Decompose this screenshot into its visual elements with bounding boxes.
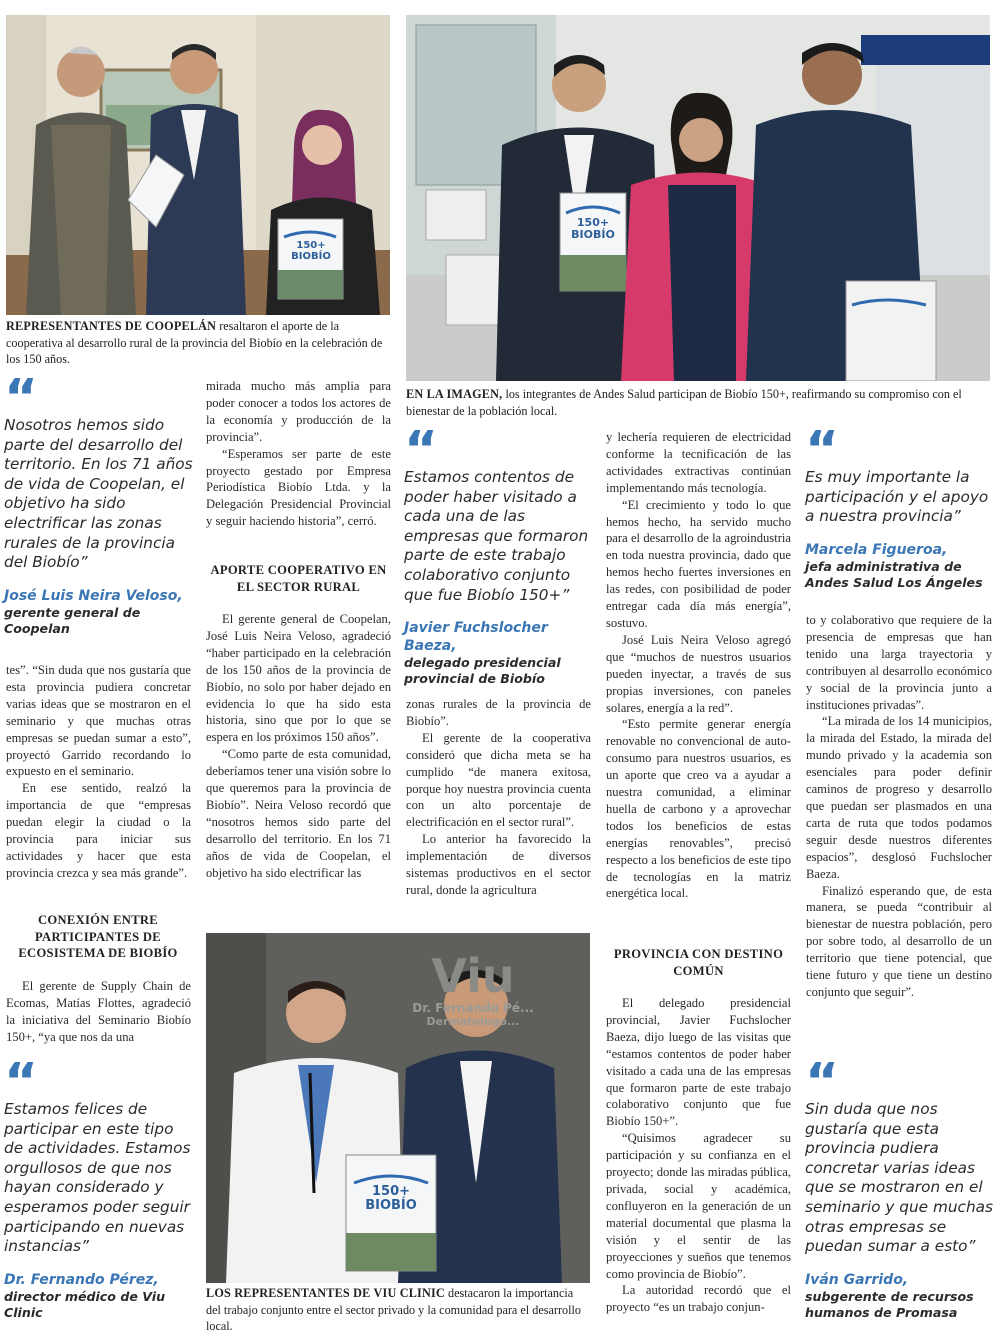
quote-author-role: jefa administrativa de Andes Salud Los Ángeles [805,558,983,590]
book-top-label: 150+ [296,240,326,251]
quote-mark-icon: “ [805,430,840,468]
article-column-1b [6,978,191,1048]
quote-author-role: gerente general de Coopelan [4,604,141,636]
pull-quote-perez [4,1062,194,1321]
book-title-label: BIOBÍO [365,1198,417,1213]
pull-quote-fuchslocher [404,430,594,687]
paragraph: El gerente de la cooperativa consideró que dicha meta se ha cumplido “de manera exitosa, porque hoy nuestra provincia cuenta con un alto porcentaje de electrificación en el sector rural”. [406,730,591,830]
quote-mark-icon: “ [805,1062,840,1100]
paragraph: El gerente de Supply Chain de Ecomas, Matías Flottes, agradeció la iniciativa del Seminario Biobío 150+, “ya que nos da una [6,979,191,1044]
viu-logo: Viu [431,949,515,1003]
quote-author: Dr. Fernando Pérez, [4,1271,159,1288]
article-column-4b [606,995,791,1331]
paragraph: “Como parte de esta comunidad, deberíamos tener una visión sobre lo que queremos para la provincia de Biobío”. Neira Veloso recordó que “nosotros hemos sido parte del desarrollo del territorio. En los 71 años de vida de Coopelan, el objetivo ha sido electrificar las [206,747,391,880]
paragraph: “Esto permite generar energía renovable no convencional de auto-consumo para nuestros usuarios, es un aporte que creo va a ayudar a nuestra comunidad, a eliminar huella de carbono y a aprovechar todos los beneficios de estas energías renovables”, precisó respecto a los beneficios de este tipo de tecnologías en la matriz energética local. [606,717,791,901]
paragraph: to y colaborativo que requiere de la presencia de empresas que han tenido una larga trayectoria y contribuyen al desarrollo económico y social de la provincia junto a instituciones privadas”. [806,613,992,712]
paragraph: mirada mucho más amplia para poder conocer a todos los actores de la economía y producción de la provincia”. [206,379,391,444]
paragraph: En ese sentido, realzó la importancia de que “empresas puedan elegir la ciudad o la provincia para iniciar sus actividades y hacer que esta provincia crezca y sea más grande”. [6,781,191,880]
quote-text: Nosotros hemos sido parte del desarrollo del territorio. En los 71 años de vida de Coopelan, el objetivo ha sido electrificar las zonas rurales de la provincia del Biobío” [4,416,193,572]
quote-text: Estamos felices de participar en este tipo de actividades. Estamos orgullosos de que nos hayan considerado y esperamos poder seguir participando en nuevas instancias” [4,1100,191,1256]
paragraph: La autoridad recordó que el proyecto “es un trabajo conjun- [606,1283,791,1315]
paragraph: y lechería requieren de electricidad conforme la tecnificación de las actividades extractivas continúan implementando más tecnología. [606,430,791,495]
pull-quote-figueroa [805,430,995,591]
paragraph: “La mirada de los 14 municipios, la mirada del Estado, la mirada del mundo privado y la academia son esenciales para poder definir caminos de progreso y desarrollo que puedan ser plasmados en una carta de ruta que todos podamos seguir desde nuestros diferentes espacios”, desglosó Fuchslocher Baeza. [806,714,992,881]
article-column-2b [206,611,391,917]
paragraph: “Quisimos agradecer su participación y su confianza en el proyecto; donde las miradas pública, privada, social y académica, confluyeron en la generación de un material documental que plasma la visión y el sentir de las proyecciones y sueños que tenemos como provincia de Biobío”. [606,1131,791,1281]
quote-author-role: delegado presidencial provincial de Biobío [404,655,561,687]
caption-viu-lead: LOS REPRESENTANTES DE VIU CLINIC [206,1286,445,1300]
article-column-4 [606,429,791,931]
caption-andes [406,386,990,419]
book-top-label: 150+ [576,216,610,229]
caption-coopelan-lead: REPRESENTANTES DE COOPELÁN [6,319,217,333]
quote-mark-icon: “ [404,430,439,468]
book-top-label: 150+ [371,1184,411,1199]
paragraph: Lo anterior ha favorecido la implementación de diversos sistemas productivos en el sector rural, donde la agricultura [406,832,591,897]
subhead-aporte: APORTE COOPERATIVO EN EL SECTOR RURAL [210,563,387,594]
photo-andes-image [406,15,990,381]
article-column-2 [206,378,391,546]
quote-author: José Luis Neira Veloso, [4,587,183,604]
book-title-3 [350,1185,432,1213]
quote-author: Javier Fuchslocher Baeza, [404,620,548,655]
quote-author-role: subgerente de recursos humanos de Promasa [805,1288,974,1320]
photo-coopelan [6,15,390,315]
viu-sign [356,951,590,1028]
photo-andes-salud [406,15,990,381]
quote-mark-icon: “ [4,378,39,416]
subhead-provincia: PROVINCIA CON DESTINO COMÚN [613,947,784,978]
caption-coopelan-text: resaltaron el aporte de la cooperativa al desarrollo rural de la provincia del Biobío en la celebración de los 150 años. [6,319,383,366]
caption-viu-text: destacaron la importancia del trabajo conjunto entre el sector privado y la comunidad para el desarrollo local. [206,1286,581,1333]
paragraph: El gerente general de Coopelan, José Luis Neira Veloso, agradeció “haber participado en la celebración de los 150 años de la provincia de Biobío, no solo por haber dejado en evidencia lo que ha sido esta historia, sino que por lo que se espera en los próximos 150 años”. [206,612,391,745]
caption-andes-text: los integrantes de Andes Salud participan de Biobío 150+, reafirmando su compromiso con el bienestar de la población local. [406,387,962,418]
book-title-label: BIOBÍO [571,228,615,241]
pull-quote-garrido [805,1062,995,1321]
quote-author-role: director médico de Viu Clinic [4,1288,166,1320]
quote-author: Marcela Figueroa, [805,541,948,558]
caption-andes-lead: EN LA IMAGEN, [406,387,503,401]
caption-coopelan [6,318,390,368]
caption-viu [206,1285,590,1335]
article-column-5 [806,612,992,1048]
paragraph: El delegado presidencial provincial, Javier Fuchslocher Baeza, dijo luego de las visitas que “estamos contentos de poder haber visitado a cada una de las empresas que formaron parte de este trabajo colaborativo conjunto que fue Biobío 150+”. [606,996,791,1129]
quote-text: Sin duda que nos gustaría que esta provincia pudiera concretar varias ideas que se mostraron en el seminario y que muchas otras empresas se puedan sumar a esto” [805,1100,993,1256]
paragraph: tes”. “Sin duda que nos gustaría que esta provincia pudiera concretar varias ideas que se mostraron en el seminario y que muchas otras empresas se puedan sumar a esto”, proyectó Garrido recordando lo expuesto en el seminario. [6,663,191,779]
book-title-2 [562,217,624,241]
paragraph: “El crecimiento y todo lo que hemos hecho, ha servido mucho para el desarrollo de la agroindustria en toda nuestra provincia, dado que hemos hecho fuertes inversiones en las redes, con posibilidad de poder entregar cada día más energía”, sostuvo. [606,497,791,630]
sign-specialty: Dermatologo... [426,1015,520,1028]
paragraph: zonas rurales de la provincia de Biobío”. [406,697,591,728]
quote-text: Es muy importante la participación y el apoyo a nuestra provincia” [805,468,989,526]
quote-mark-icon: “ [4,1062,39,1100]
quote-text: Estamos contentos de poder haber visitado a cada una de las empresas que formaron parte de este trabajo colaborativo conjunto que fue Biobío 150+” [404,468,589,604]
sign-doctor-name: Dr. Fernando Pé... [412,1001,534,1015]
subhead-conexion: CONEXIÓN ENTRE PARTICIPANTES DE ECOSISTEMA DE BIOBÍO [18,913,178,960]
book-title-1 [282,240,340,262]
paragraph: “Esperamos ser parte de este proyecto gestado por Empresa Periodística Biobío Ltda. y la Delegación Presidencial Provincial y seguir haciendo historia”, cerró. [206,446,391,529]
article-column-3 [406,696,591,916]
photo-coopelan-image [6,15,390,315]
pull-quote-neira [4,378,194,637]
photo-viu-clinic [206,933,590,1283]
paragraph: Finalizó esperando que, de esta manera, se pueda “contribuir al bienestar de nuestra población, pero por sobre todo, al desarrollo de un territorio que tiene potencial, que tiene futuro y que tiene un destino conjunto que seguir”. [806,883,992,999]
article-column-1 [6,662,191,900]
book-title-label: BIOBÍO [291,251,331,262]
quote-author: Iván Garrido, [805,1271,909,1288]
paragraph: José Luis Neira Veloso agregó que “muchos de nuestros usuarios pueden inyectar, a través de sus propias inversiones, con paneles solares, energía a la red”. [606,632,791,715]
